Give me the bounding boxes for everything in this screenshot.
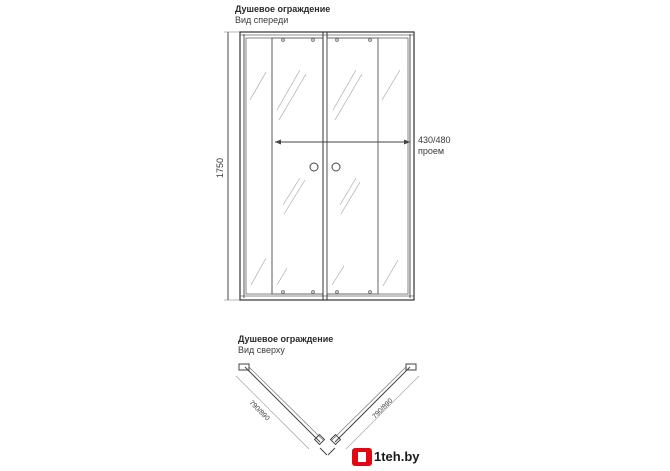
front-view-title: Душевое ограждение bbox=[235, 4, 331, 14]
top-view-left-dimension: 790/890 bbox=[247, 399, 271, 423]
top-view-title: Душевое ограждение bbox=[238, 334, 334, 344]
height-label: 1750 bbox=[215, 157, 225, 179]
top-view-right-dimension: 790/890 bbox=[371, 397, 395, 421]
left-sliding-door bbox=[272, 38, 323, 294]
top-view-subtitle: Вид сверху bbox=[238, 345, 285, 355]
opening-label: проем bbox=[418, 146, 445, 156]
left-fixed-panel bbox=[246, 38, 272, 294]
opening-width-label: 430/480 bbox=[418, 135, 451, 145]
right-door-handle bbox=[332, 163, 340, 171]
right-fixed-panel bbox=[378, 38, 408, 294]
front-view-subtitle: Вид спереди bbox=[235, 15, 289, 25]
front-view bbox=[224, 32, 414, 300]
watermark-text: 1teh.by bbox=[374, 449, 420, 464]
glass-reflections bbox=[250, 70, 400, 286]
left-door-handle bbox=[310, 163, 318, 171]
